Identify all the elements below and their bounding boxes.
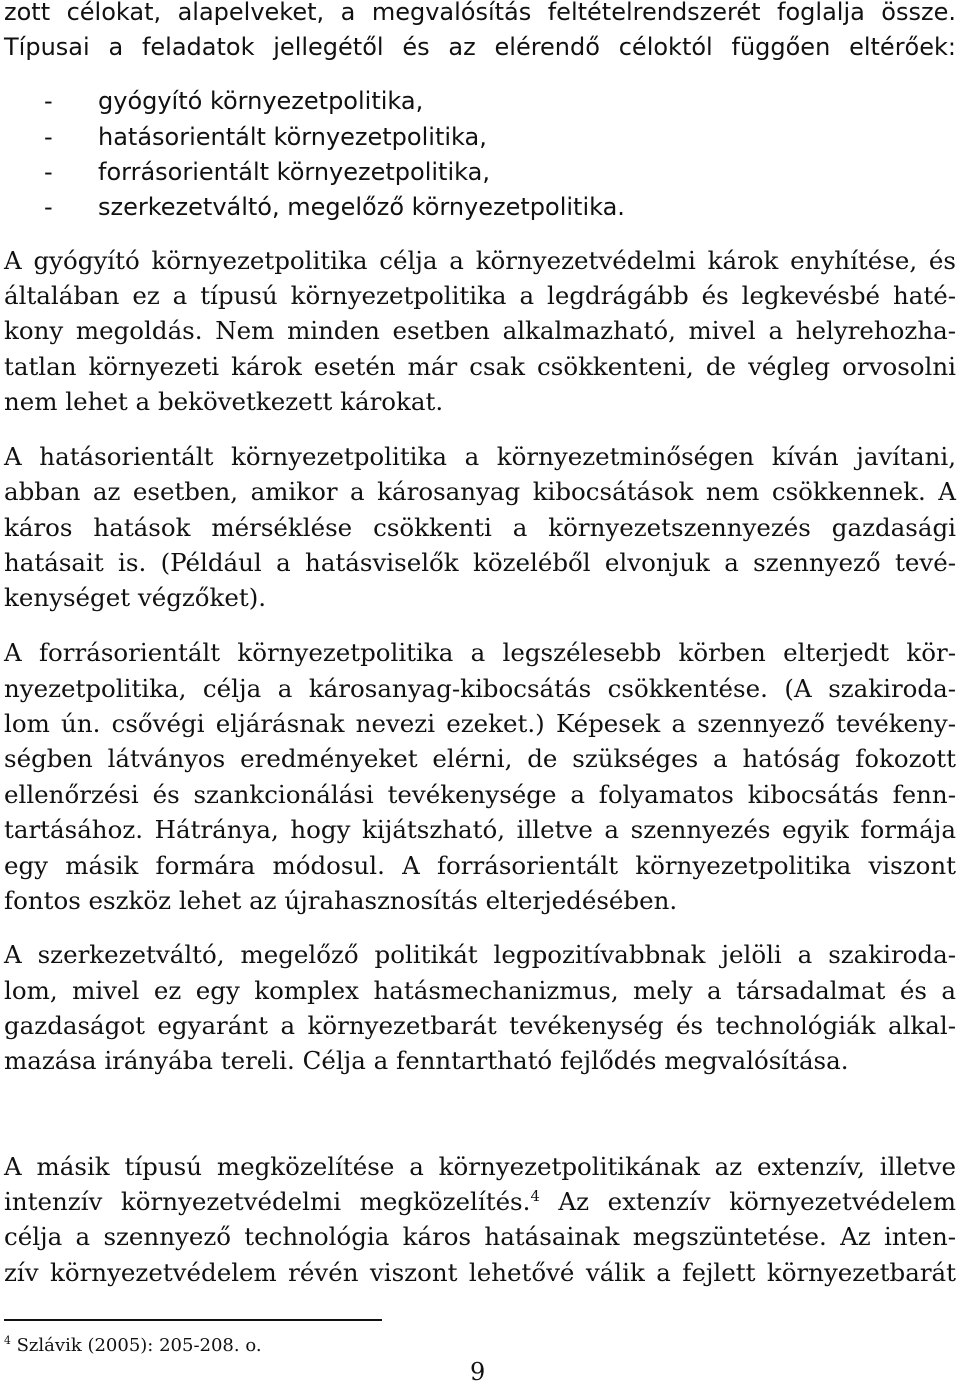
paragraph-line: egy másik formára módosul. A forrásorientált környezetpolitika viszont [4,851,956,880]
paragraph-line: zív környezetvédelem révén viszont lehetővé válik a fejlett környezetbarát [4,1258,956,1287]
paragraph-line: A forrásorientált környezetpolitika a legszélesebb körben elterjedt kör- [4,638,956,667]
paragraph-line: lom ún. csővégi eljárásnak nevezi ezeket.) Képesek a szennyező tevékeny- [4,709,956,738]
paragraph-line: ellenőrzési és szankcionálási tevékenysége a folyamatos kibocsátás fenn- [4,780,956,809]
paragraph-line: nyezetpolitika, célja a károsanyag-kibocsátás csökkentése. (A szakiroda- [4,674,956,703]
paragraph-line: nem lehet a bekövetkezett károkat. [4,387,444,416]
paragraph-line: célja a szennyező technológia káros hatásainak megszüntetése. Az inten- [4,1222,956,1251]
paragraph-line: kony megoldás. Nem minden esetben alkalmazható, mivel a helyrehozha- [4,316,956,345]
list-item-text: hatásorientált környezetpolitika, [98,123,487,151]
page-number: 9 [470,1358,486,1386]
footnote-reference[interactable]: 4 [530,1187,540,1205]
list-item-text: forrásorientált környezetpolitika, [98,158,490,186]
intro-line: zott célokat, alapelveket, a megvalósítás feltételrendszerét foglalja össze. [4,0,956,26]
paragraph-line: tartásához. Hátránya, hogy kijátszható, illetve a szennyezés egyik formája [4,815,956,844]
paragraph-line: A szerkezetváltó, megelőző politikát legpozitívabbnak jelöli a szakiroda- [4,940,956,969]
paragraph-line: A gyógyító környezetpolitika célja a környezetvédelmi károk enyhítése, és [4,246,956,275]
paragraph-line: fontos eszköz lehet az újrahasznosítás elterjedésében. [4,886,678,915]
paragraph-line: ségben látványos eredményeket elérni, de szükséges a hatóság fokozott [4,744,956,773]
footnote-separator [4,1319,382,1321]
list-marker: - [44,158,53,186]
footnote [4,1333,262,1359]
paragraph-line: gazdaságot egyaránt a környezetbarát tevékenység és technológiák alkal- [4,1011,956,1040]
list-marker: - [44,123,53,151]
paragraph-line: káros hatások mérséklése csökkenti a környezetszennyezés gazdasági [4,513,956,542]
paragraph-line: hatásait is. (Például a hatásviselők közeléből elvonjuk a szennyező tevé- [4,548,956,577]
paragraph-line: kenységet végzőket). [4,583,267,612]
paragraph-line [4,1185,956,1219]
paragraph-line: lom, mivel ez egy komplex hatásmechanizmus, mely a társadalmat és a [4,976,956,1005]
list-item-text: gyógyító környezetpolitika, [98,87,424,115]
paragraph-line: tatlan környezeti károk esetén már csak csökkenteni, de végleg orvosolni [4,352,956,381]
paragraph-line: abban az esetben, amikor a károsanyag kibocsátások nem csökkennek. A [4,477,956,506]
footnote-marker: 4 [4,1334,11,1347]
list-marker: - [44,87,53,115]
paragraph-text: Az extenzív környezetvédelem [539,1187,956,1216]
paragraph-line: A másik típusú megközelítése a környezetpolitikának az extenzív, illetve [4,1152,956,1181]
paragraph-text: intenzív környezetvédelmi megközelítés. [4,1187,531,1216]
list-marker: - [44,193,53,221]
paragraph-line: általában ez a típusú környezetpolitika a legdrágább és legkevésbé haté- [4,281,956,310]
paragraph-line: mazása irányába tereli. Célja a fenntartható fejlődés megvalósítása. [4,1046,849,1075]
footnote-text: Szlávik (2005): 205-208. o. [10,1335,262,1356]
list-item-text: szerkezetváltó, megelőző környezetpolitika. [98,193,625,221]
paragraph-line: A hatásorientált környezetpolitika a környezetminőségen kíván javítani, [4,442,956,471]
intro-line: Típusai a feladatok jellegétől és az elérendő céloktól függően eltérőek: [4,33,956,61]
